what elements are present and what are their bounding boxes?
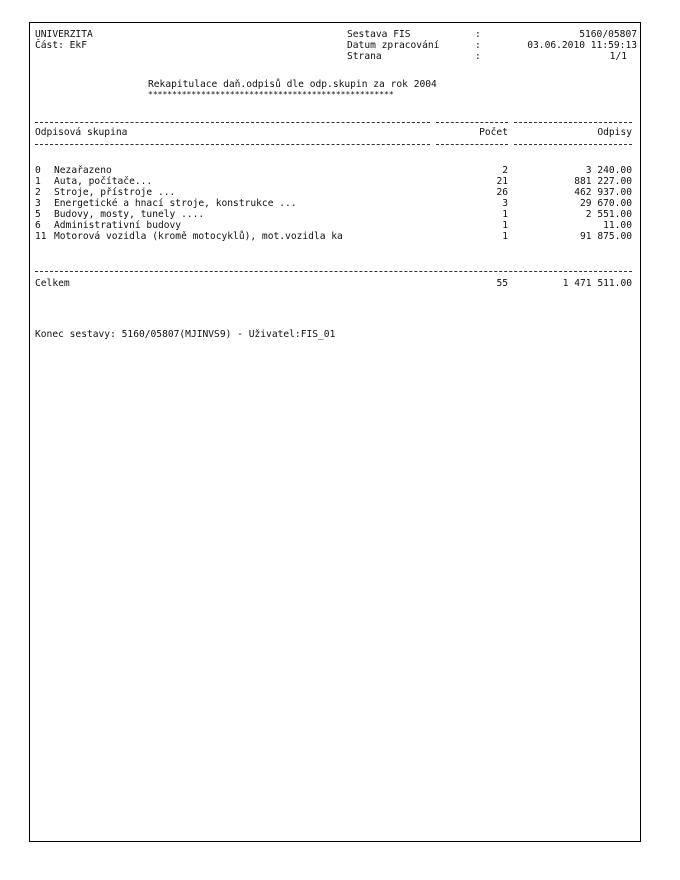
row-name: Energetické a hnací stroje, konstrukce ... — [54, 198, 297, 209]
header-rule-top — [35, 122, 430, 123]
row-count: 1 — [502, 231, 508, 242]
row-amount: 11.00 — [603, 220, 632, 231]
row-count: 3 — [502, 198, 508, 209]
row-count: 26 — [496, 187, 508, 198]
total-rule — [35, 271, 632, 272]
table-row — [30, 209, 642, 220]
row-code: 0 — [35, 165, 41, 176]
row-code: 1 — [35, 176, 41, 187]
title-underline: *************************************************** — [148, 90, 394, 99]
meta-value: 1/1 — [609, 51, 627, 62]
row-code: 11 — [35, 231, 47, 242]
row-name: Auta, počítače... — [54, 176, 153, 187]
row-name: Nezařazeno — [54, 165, 112, 176]
table-row — [30, 220, 642, 231]
meta-label: Sestava FIS — [347, 29, 411, 40]
row-count: 21 — [496, 176, 508, 187]
row-code: 5 — [35, 209, 41, 220]
row-amount: 3 240.00 — [585, 165, 632, 176]
row-name: Motorová vozidla (kromě motocyklů), mot.vozidla ka — [54, 231, 343, 242]
total-label: Celkem — [35, 278, 70, 289]
col-count: Počet — [479, 127, 508, 138]
row-name: Budovy, mosty, tunely .... — [54, 209, 205, 220]
row-amount: 881 227.00 — [574, 176, 632, 187]
meta-value: 03.06.2010 11:59:13 — [527, 40, 637, 51]
row-amount: 2 551.00 — [585, 209, 632, 220]
row-count: 1 — [502, 209, 508, 220]
table-row — [30, 187, 642, 198]
col-group: Odpisová skupina — [35, 127, 128, 138]
table-row — [30, 198, 642, 209]
header-rule-bottom — [436, 144, 508, 145]
header-rule-top — [436, 122, 508, 123]
header-rule-bottom — [35, 144, 430, 145]
row-amount: 462 937.00 — [574, 187, 632, 198]
meta-label: Datum zpracování — [347, 40, 440, 51]
table-row — [30, 165, 642, 176]
row-code: 2 — [35, 187, 41, 198]
org-name: UNIVERZITA — [35, 29, 93, 40]
header-rule-bottom — [514, 144, 632, 145]
total-amount: 1 471 511.00 — [562, 278, 632, 289]
meta-sep: : — [475, 40, 481, 51]
meta-sep: : — [475, 51, 481, 62]
row-amount: 91 875.00 — [580, 231, 632, 242]
table-row — [30, 176, 642, 187]
row-code: 3 — [35, 198, 41, 209]
table-row — [30, 231, 642, 242]
row-amount: 29 670.00 — [580, 198, 632, 209]
report-end-note: Konec sestavy: 5160/05807(MJINVS9) - Uživatel:FIS_01 — [35, 329, 336, 340]
row-name: Administrativní budovy — [54, 220, 182, 231]
meta-label: Strana — [347, 51, 382, 62]
col-amount: Odpisy — [597, 127, 632, 138]
header-rule-top — [514, 122, 632, 123]
total-count: 55 — [496, 278, 508, 289]
row-count: 2 — [502, 165, 508, 176]
row-code: 6 — [35, 220, 41, 231]
org-unit: Část: EkF — [35, 40, 87, 51]
report-title: Rekapitulace daň.odpisů dle odp.skupin za rok 2004 — [148, 79, 437, 90]
report-page — [29, 22, 641, 842]
meta-sep: : — [475, 29, 481, 40]
meta-value: 5160/05807 — [579, 29, 637, 40]
row-count: 1 — [502, 220, 508, 231]
row-name: Stroje, přístroje ... — [54, 187, 176, 198]
